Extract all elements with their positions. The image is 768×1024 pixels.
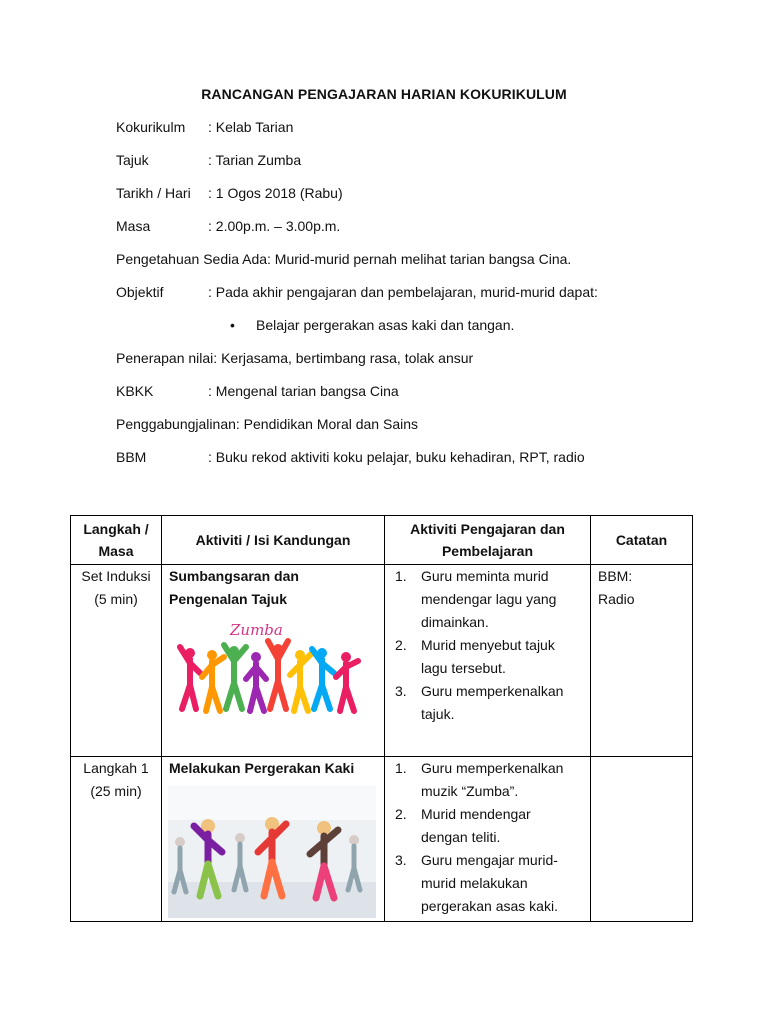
- document-title: RANCANGAN PENGAJARAN HARIAN KOKURIKULUM: [201, 86, 567, 102]
- list-item: 2. Murid menyebut tajuk lagu tersebut.: [395, 637, 555, 676]
- field-value: : Tarian Zumba: [208, 152, 302, 168]
- field-value: : Buku rekod aktiviti koku pelajar, buku kehadiran, RPT, radio: [208, 449, 585, 465]
- content-cell: [162, 565, 385, 757]
- header-line: Pembelajaran: [441, 543, 534, 559]
- step-duration: (25 min): [90, 783, 142, 799]
- bullet-text: Belajar pergerakan asas kaki dan tangan.: [256, 317, 515, 333]
- note-text: BBM: Radio: [598, 568, 635, 607]
- table-row: [71, 757, 693, 922]
- header-line: Aktiviti Pengajaran dan: [410, 521, 565, 537]
- field-value: : Kelab Tarian: [208, 119, 294, 135]
- step-label: Langkah 1: [83, 760, 149, 776]
- header-catatan: Catatan: [591, 516, 693, 565]
- note-cell: [591, 757, 693, 922]
- activity-cell: [385, 565, 591, 757]
- field-masa: [116, 218, 340, 234]
- field-value: : Pada akhir pengajaran dan pembelajaran, murid-murid dapat:: [208, 284, 598, 300]
- content-cell: [162, 757, 385, 922]
- list-item: 3. Guru mengajar murid- murid melakukan pergerakan asas kaki.: [395, 852, 558, 914]
- field-penerapan: Penerapan nilai: Kerjasama, bertimbang rasa, tolak ansur: [116, 350, 474, 366]
- header-line: Langkah /: [83, 521, 149, 537]
- list-item: 2. Murid mendengar dengan teliti.: [395, 806, 531, 845]
- field-penggabungjalinan: Penggabungjalinan: Pendidikan Moral dan Sains: [116, 416, 418, 432]
- field-tarikh: [116, 185, 343, 201]
- header-line: Masa: [98, 543, 134, 559]
- field-kbkk: [116, 383, 399, 399]
- zumba-class-photo: [168, 786, 378, 921]
- field-objektif: [116, 284, 598, 300]
- bullet-icon: •: [230, 317, 235, 333]
- list-item: 1. Guru meminta murid mendengar lagu yang dimainkan.: [395, 568, 557, 630]
- step-duration: (5 min): [94, 591, 138, 607]
- field-label: Masa: [116, 218, 151, 234]
- content-title: Sumbangsaran dan Pengenalan Tajuk: [169, 568, 299, 607]
- header-aktiviti: Aktiviti / Isi Kandungan: [162, 516, 385, 565]
- field-label: BBM: [116, 449, 147, 465]
- header-pp: [385, 516, 591, 565]
- step-cell: [71, 757, 162, 922]
- field-label: Kokurikulm: [116, 119, 186, 135]
- field-label: KBKK: [116, 383, 154, 399]
- step-cell: [71, 565, 162, 757]
- table-header-row: [71, 516, 693, 565]
- objective-bullet: [230, 317, 514, 333]
- activity-cell: [385, 757, 591, 922]
- field-pengetahuan: Pengetahuan Sedia Ada: Murid-murid pernah melihat tarian bangsa Cina.: [116, 251, 572, 267]
- lesson-plan-table: [70, 515, 693, 922]
- field-tajuk: [116, 152, 301, 168]
- field-value: : Mengenal tarian bangsa Cina: [208, 383, 399, 399]
- header-langkah: [71, 516, 162, 565]
- activity-list: [385, 757, 590, 918]
- field-value: : 2.00p.m. – 3.00p.m.: [208, 218, 341, 234]
- field-value: : 1 Ogos 2018 (Rabu): [208, 185, 343, 201]
- content-title: Melakukan Pergerakan Kaki: [169, 760, 355, 776]
- step-label: Set Induksi: [81, 568, 151, 584]
- field-bbm: [116, 449, 585, 465]
- list-item: 3. Guru memperkenalkan tajuk.: [395, 683, 564, 722]
- list-item: 1. Guru memperkenalkan muzik “Zumba”.: [395, 760, 564, 799]
- note-cell: [591, 565, 693, 757]
- field-label: Tajuk: [116, 152, 149, 168]
- zumba-dancers-image: [168, 617, 378, 720]
- zumba-logo-text: Zumba: [230, 621, 283, 639]
- activity-list: [385, 565, 590, 726]
- field-label: Objektif: [116, 284, 164, 300]
- table-row: [71, 565, 693, 757]
- field-label: Tarikh / Hari: [116, 185, 191, 201]
- field-kokurikulum: [116, 119, 293, 135]
